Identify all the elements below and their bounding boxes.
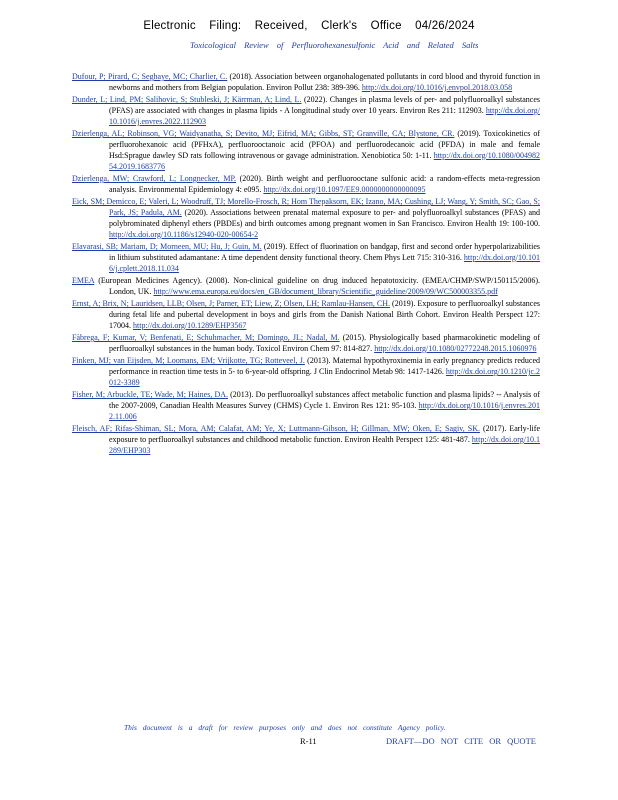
filing-word: Filing: — [209, 20, 242, 32]
reference-authors[interactable]: EMEA — [72, 275, 95, 285]
reference-text: (European Medicines Agency). (2008). Non-clinical guideline on drug induced hepatotoxicity. (EMEA/CHMP/SWP/150115/2006). London, UK. — [94, 275, 540, 296]
reference-text: (2013). Maternal hypothyroxinemia in early pregnancy predicts reduced performance in reaction time tests in 5- to 6-year-old offspring. J Clin Endocrinol Metab 98: 1417-1426. — [109, 356, 540, 377]
reference-text: (2019). Effect of fluorination on bandgap, first and second order hyperpolarizabilities in lithium substituted adamantane: A time dependent density functional theory. Chem Phys Lett 715: 310-316. — [109, 241, 541, 262]
filing-word: Office — [370, 20, 402, 32]
reference-entry — [72, 276, 540, 298]
reference-entry — [72, 242, 540, 274]
reference-text: (2020). Associations between prenatal maternal exposure to per- and polyfluoroalkyl substances (PFAS) and polybrominated diphenyl ethers (PBDEs) and birth outcomes among pregnant women in San Francisco. Environ Health 19: 100-100. — [109, 207, 541, 228]
reference-entry — [72, 129, 540, 172]
reference-doi-link[interactable]: http://dx.doi.org/10.1016/j.envpol.2018.03.058 — [361, 82, 513, 92]
reference-entry — [72, 356, 540, 388]
reference-authors[interactable]: Fàbrega, F; Kumar, V; Benfenati, E; Schuhmacher, M; Domingo, JL; Nadal, M. — [72, 333, 340, 343]
reference-doi-link[interactable]: http://dx.doi.org/10.1210/jc.2012-3389 — [109, 367, 540, 387]
reference-entry — [72, 390, 540, 422]
reference-doi-link[interactable]: http://www.ema.europa.eu/docs/en_GB/document_library/Scientific_guideline/2009/09/WC500003355.pdf — [153, 286, 498, 296]
reference-authors[interactable]: Ernst, A; Brix, N; Lauridsen, LLB; Olsen, J; Parner, ET; Liew, Z; Olsen, LH; Ramlau-Hansen, CH. — [72, 299, 391, 309]
reference-doi-link[interactable]: http://dx.doi.org/10.1097/EE9.0000000000000095 — [263, 184, 426, 194]
reference-text: (2013). Do perfluoroalkyl substances affect metabolic function and plasma lipids? -- Analysis of the 2007-2009, Canadian Health Measures Survey (CHMS) Cycle 1. Environ Res 121: 95-103. — [109, 390, 541, 411]
reference-doi-link[interactable]: http://dx.doi.org/10.1016/j.envres.2012.11.006 — [109, 401, 540, 421]
reference-doi-link[interactable]: http://dx.doi.org/10.1080/02772248.2015.1060976 — [374, 343, 537, 353]
draft-disclaimer: This document is a draft for review purposes only and does not constitute Agency policy. — [124, 723, 446, 732]
reference-text: (2020). Birth weight and perfluorooctane sulfonic acid: a random-effects meta-regression analysis. Environmental Epidemiology 4: e095. — [109, 173, 540, 194]
reference-text: (2015). Physiologically based pharmacokinetic modeling of perfluoroalkyl substances in the human body. Toxicol Environ Chem 97: 814-827. — [109, 333, 541, 353]
reference-doi-link[interactable]: http://dx.doi.org/10.1016/j.envres.2022.112903 — [109, 105, 540, 126]
reference-text: (2022). Changes in plasma levels of per- and polyfluoroalkyl substances (PFAS) are associated with changes in plasma lipids - A longitudinal study over 10 years. Environ Res 211: 112903. — [109, 95, 540, 115]
reference-entry — [72, 333, 540, 355]
reference-doi-link[interactable]: http://dx.doi.org/10.1186/s12940-020-00654-2 — [109, 229, 259, 239]
reference-doi-link[interactable]: http://dx.doi.org/10.1289/EHP3567 — [133, 320, 247, 330]
reference-entry — [72, 197, 540, 240]
reference-entry — [72, 72, 540, 94]
reference-entry — [72, 174, 540, 196]
reference-authors[interactable]: Fisher, M; Arbuckle, TE; Wade, M; Haines, DA. — [72, 390, 229, 400]
reference-list — [72, 72, 540, 458]
reference-authors[interactable]: Finken, MJ; van Eijsden, M; Loomans, EM; Vrijkotte, TG; Rotteveel, J. — [72, 356, 305, 366]
reference-entry — [72, 299, 540, 331]
reference-text: (2019). Toxicokinetics of perfluorohexanoic acid (PFHxA), perfluorooctanoic acid (PFOA) and perfluorodecanoic acid (PFDA) in male and female Hsd:Sprague dawley SD rats following intravenous or gavage administration. Xenobiotica 50: 1-11. — [109, 129, 540, 160]
filing-word: Electronic — [143, 20, 196, 32]
reference-authors[interactable]: Eick, SM; Demicco, E; Valeri, L; Woodruff, TJ; Morello-Frosch, R; Hom Thepaksorn, EK; Izano, MA; Cushing, LJ; Wang, Y; Smith, SC; Gao, S; Park, JS; Padula, AM. — [72, 197, 540, 217]
reference-authors[interactable]: Fleisch, AF; Rifas-Shiman, SL; Mora, AM; Calafat, AM; Ye, X; Luttmann-Gibson, H; Gillman, MW; Oken, E; Sagiv, SK. — [72, 424, 480, 434]
reference-authors[interactable]: Elavarasi, SB; Mariam, D; Morneen, MU; Hu, J; Guin, M. — [72, 241, 262, 251]
reference-text: (2018). Association between organohalogenated pollutants in cord blood and thyroid function in newborns and mothers from Belgian population. Environ Pollut 238: 389-396. — [109, 72, 540, 92]
reference-authors[interactable]: Dzierlenga, AL; Robinson, VG; Waidyanatha, S; Devito, MJ; Eifrid, MA; Gibbs, ST; Granville, CA; Blystone, CR. — [72, 129, 455, 139]
reference-entry — [72, 424, 540, 456]
reference-authors[interactable]: Dunder, L; Lind, PM; Salihovic, S; Stubleski, J; Kärrman, A; Lind, L. — [72, 95, 302, 105]
reference-doi-link[interactable]: http://dx.doi.org/10.1289/EHP303 — [109, 435, 540, 455]
filing-word: Clerk's — [321, 20, 358, 32]
filing-stamp — [0, 20, 618, 32]
reference-text: (2019). Exposure to perfluoroalkyl substances during fetal life and pubertal development in boys and girls from the Danish National Birth Cohort. Environ Health Perspect 127: 17004. — [109, 299, 540, 330]
page-number: R-11 — [300, 736, 317, 746]
reference-authors[interactable]: Dzierlenga, MW; Crawford, L; Longnecker, MP. — [72, 173, 237, 183]
filing-word: Received, — [254, 20, 308, 32]
reference-entry — [72, 95, 540, 127]
reference-doi-link[interactable]: http://dx.doi.org/10.1080/00498254.2019.1683776 — [109, 150, 540, 171]
filing-date: 04/26/2024 — [415, 20, 475, 32]
draft-notice: DRAFT—DO NOT CITE OR QUOTE — [386, 736, 536, 746]
document-subtitle: Toxicological Review of Perfluorohexanesulfonic Acid and Related Salts — [190, 40, 479, 50]
reference-text: (2017). Early-life exposure to perfluoroalkyl substances and childhood metabolic function. Environ Health Perspect 125: 481-487. — [109, 424, 540, 445]
reference-doi-link[interactable]: http://dx.doi.org/10.1016/j.cplett.2018.11.034 — [109, 252, 540, 273]
reference-authors[interactable]: Dufour, P; Pirard, C; Seghaye, MC; Charlier, C. — [72, 72, 228, 81]
